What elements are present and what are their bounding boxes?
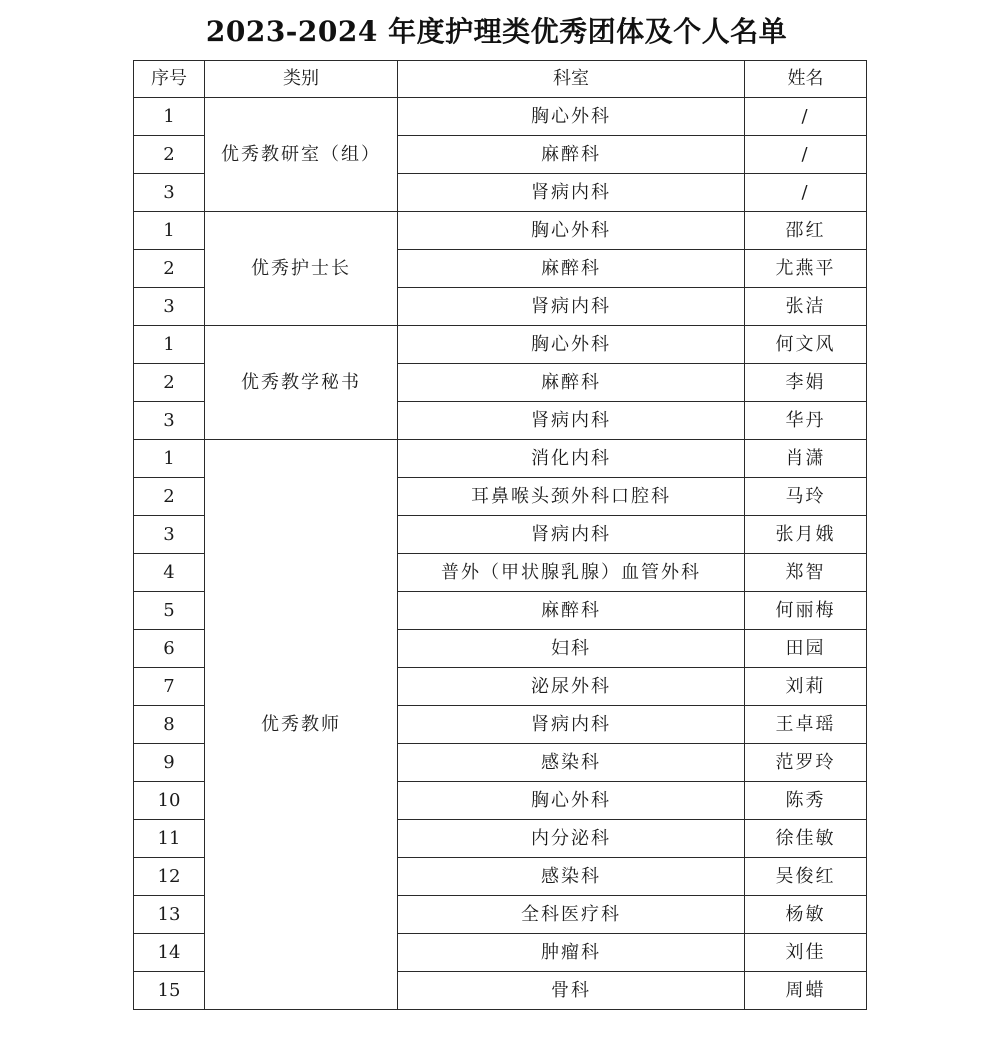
seq-cell: 2 — [134, 250, 205, 288]
seq-cell: 3 — [134, 174, 205, 212]
seq-cell: 9 — [134, 744, 205, 782]
department-cell: 肿瘤科 — [398, 934, 745, 972]
department-cell: 麻醉科 — [398, 592, 745, 630]
seq-cell: 1 — [134, 326, 205, 364]
table-body — [134, 98, 867, 1010]
name-cell: 田园 — [745, 630, 867, 668]
department-cell: 肾病内科 — [398, 706, 745, 744]
department-cell: 内分泌科 — [398, 820, 745, 858]
department-cell: 肾病内科 — [398, 516, 745, 554]
department-cell: 胸心外科 — [398, 98, 745, 136]
department-cell: 肾病内科 — [398, 288, 745, 326]
seq-cell: 4 — [134, 554, 205, 592]
seq-cell: 12 — [134, 858, 205, 896]
department-cell: 胸心外科 — [398, 212, 745, 250]
name-cell: 杨敏 — [745, 896, 867, 934]
department-cell: 麻醉科 — [398, 364, 745, 402]
seq-cell: 13 — [134, 896, 205, 934]
name-cell: 王卓瑶 — [745, 706, 867, 744]
category-cell: 优秀教学秘书 — [205, 326, 398, 440]
seq-cell: 3 — [134, 516, 205, 554]
page-title: 2023-2024 年度护理类优秀团体及个人名单 — [205, 15, 788, 48]
department-cell: 肾病内科 — [398, 402, 745, 440]
department-cell: 麻醉科 — [398, 250, 745, 288]
name-cell: 肖潇 — [745, 440, 867, 478]
seq-cell: 1 — [134, 440, 205, 478]
seq-cell: 1 — [134, 98, 205, 136]
seq-cell: 7 — [134, 668, 205, 706]
department-cell: 普外（甲状腺乳腺）血管外科 — [398, 554, 745, 592]
name-cell: 邵红 — [745, 212, 867, 250]
name-cell: / — [745, 98, 867, 136]
seq-cell: 11 — [134, 820, 205, 858]
name-cell: 郑智 — [745, 554, 867, 592]
department-cell: 消化内科 — [398, 440, 745, 478]
name-cell: 刘莉 — [745, 668, 867, 706]
seq-cell: 6 — [134, 630, 205, 668]
name-cell: 何文风 — [745, 326, 867, 364]
department-cell: 耳鼻喉头颈外科口腔科 — [398, 478, 745, 516]
name-cell: 何丽梅 — [745, 592, 867, 630]
name-cell: 张月娥 — [745, 516, 867, 554]
name-cell: 徐佳敏 — [745, 820, 867, 858]
seq-cell: 8 — [134, 706, 205, 744]
department-cell: 泌尿外科 — [398, 668, 745, 706]
name-cell: 马玲 — [745, 478, 867, 516]
seq-cell: 15 — [134, 972, 205, 1010]
department-cell: 感染科 — [398, 858, 745, 896]
department-cell: 骨科 — [398, 972, 745, 1010]
name-cell: 李娟 — [745, 364, 867, 402]
seq-cell: 3 — [134, 402, 205, 440]
name-cell: 吴俊红 — [745, 858, 867, 896]
seq-cell: 2 — [134, 136, 205, 174]
department-cell: 感染科 — [398, 744, 745, 782]
name-cell: 华丹 — [745, 402, 867, 440]
header-seq: 序号 — [134, 61, 205, 98]
department-cell: 胸心外科 — [398, 326, 745, 364]
name-cell: 张洁 — [745, 288, 867, 326]
table-row — [134, 440, 867, 478]
name-cell: 刘佳 — [745, 934, 867, 972]
header-department: 科室 — [398, 61, 745, 98]
category-cell: 优秀教研室（组） — [205, 98, 398, 212]
table-row — [134, 326, 867, 364]
header-category: 类别 — [205, 61, 398, 98]
table-row — [134, 98, 867, 136]
seq-cell: 2 — [134, 478, 205, 516]
award-table — [133, 60, 867, 1010]
department-cell: 麻醉科 — [398, 136, 745, 174]
header-row — [134, 61, 867, 98]
name-cell: / — [745, 174, 867, 212]
category-cell: 优秀护士长 — [205, 212, 398, 326]
seq-cell: 14 — [134, 934, 205, 972]
department-cell: 胸心外科 — [398, 782, 745, 820]
department-cell: 妇科 — [398, 630, 745, 668]
name-cell: / — [745, 136, 867, 174]
department-cell: 肾病内科 — [398, 174, 745, 212]
seq-cell: 1 — [134, 212, 205, 250]
seq-cell: 5 — [134, 592, 205, 630]
name-cell: 尤燕平 — [745, 250, 867, 288]
seq-cell: 2 — [134, 364, 205, 402]
header-name: 姓名 — [745, 61, 867, 98]
category-cell: 优秀教师 — [205, 440, 398, 1010]
name-cell: 陈秀 — [745, 782, 867, 820]
table-header — [134, 61, 867, 98]
name-cell: 范罗玲 — [745, 744, 867, 782]
table-row — [134, 212, 867, 250]
seq-cell: 3 — [134, 288, 205, 326]
department-cell: 全科医疗科 — [398, 896, 745, 934]
seq-cell: 10 — [134, 782, 205, 820]
name-cell: 周蜡 — [745, 972, 867, 1010]
